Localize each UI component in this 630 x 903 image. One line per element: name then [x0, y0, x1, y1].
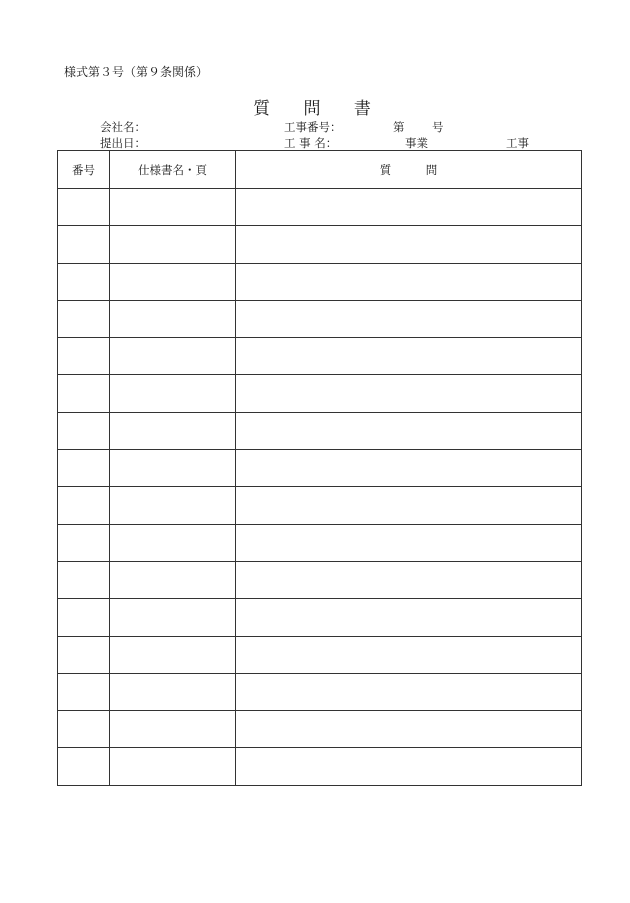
table-header-row	[58, 151, 582, 189]
number-cell[interactable]	[58, 375, 110, 412]
spec-page-cell[interactable]	[110, 487, 236, 524]
question-cell[interactable]	[236, 748, 582, 785]
table-row	[58, 636, 582, 673]
work-number-label: 工事番号：	[284, 120, 342, 134]
number-cell[interactable]	[58, 711, 110, 748]
spec-page-cell[interactable]	[110, 748, 236, 785]
form-number-label: 様式第３号（第９条関係）	[64, 65, 209, 79]
number-cell[interactable]	[58, 338, 110, 375]
number-cell[interactable]	[58, 561, 110, 598]
business-suffix: 事業	[405, 136, 428, 150]
number-cell[interactable]	[58, 636, 110, 673]
header-number: 番号	[58, 151, 110, 189]
question-cell[interactable]	[236, 599, 582, 636]
number-cell[interactable]	[58, 450, 110, 487]
number-cell[interactable]	[58, 748, 110, 785]
question-cell[interactable]	[236, 300, 582, 337]
company-name-label: 会社名：	[100, 120, 146, 134]
table-row	[58, 338, 582, 375]
question-cell[interactable]	[236, 412, 582, 449]
spec-page-cell[interactable]	[110, 450, 236, 487]
work-name-label: 工 事 名：	[284, 136, 338, 150]
number-cell[interactable]	[58, 673, 110, 710]
document-title: 質 問 書	[253, 99, 385, 119]
question-cell[interactable]	[236, 189, 582, 226]
table-row	[58, 748, 582, 785]
number-cell[interactable]	[58, 189, 110, 226]
spec-page-cell[interactable]	[110, 561, 236, 598]
spec-page-cell[interactable]	[110, 338, 236, 375]
number-cell[interactable]	[58, 599, 110, 636]
number-cell[interactable]	[58, 263, 110, 300]
spec-page-cell[interactable]	[110, 263, 236, 300]
number-cell[interactable]	[58, 226, 110, 263]
number-cell[interactable]	[58, 487, 110, 524]
work-suffix: 工事	[506, 136, 529, 150]
table-row	[58, 189, 582, 226]
table-row	[58, 226, 582, 263]
question-cell[interactable]	[236, 375, 582, 412]
table-body	[58, 189, 582, 786]
spec-page-cell[interactable]	[110, 636, 236, 673]
spec-page-cell[interactable]	[110, 375, 236, 412]
question-cell[interactable]	[236, 524, 582, 561]
spec-page-cell[interactable]	[110, 226, 236, 263]
question-cell[interactable]	[236, 711, 582, 748]
table-row	[58, 487, 582, 524]
work-number-prefix: 第	[393, 120, 405, 134]
spec-page-cell[interactable]	[110, 673, 236, 710]
number-cell[interactable]	[58, 300, 110, 337]
question-cell[interactable]	[236, 673, 582, 710]
table-row	[58, 711, 582, 748]
submission-date-label: 提出日：	[100, 136, 146, 150]
question-cell[interactable]	[236, 487, 582, 524]
table-row	[58, 412, 582, 449]
header-question: 質 問	[236, 151, 582, 189]
table-row	[58, 524, 582, 561]
question-cell[interactable]	[236, 561, 582, 598]
question-cell[interactable]	[236, 226, 582, 263]
header-spec-page: 仕様書名・頁	[110, 151, 236, 189]
question-cell[interactable]	[236, 450, 582, 487]
table-row	[58, 375, 582, 412]
table-row	[58, 263, 582, 300]
question-table	[57, 150, 582, 786]
question-cell[interactable]	[236, 263, 582, 300]
number-cell[interactable]	[58, 524, 110, 561]
work-number-suffix: 号	[432, 120, 444, 134]
spec-page-cell[interactable]	[110, 300, 236, 337]
spec-page-cell[interactable]	[110, 599, 236, 636]
table-row	[58, 599, 582, 636]
number-cell[interactable]	[58, 412, 110, 449]
table-row	[58, 300, 582, 337]
table-row	[58, 450, 582, 487]
table-row	[58, 561, 582, 598]
question-cell[interactable]	[236, 338, 582, 375]
spec-page-cell[interactable]	[110, 524, 236, 561]
spec-page-cell[interactable]	[110, 412, 236, 449]
question-cell[interactable]	[236, 636, 582, 673]
spec-page-cell[interactable]	[110, 711, 236, 748]
spec-page-cell[interactable]	[110, 189, 236, 226]
table-row	[58, 673, 582, 710]
